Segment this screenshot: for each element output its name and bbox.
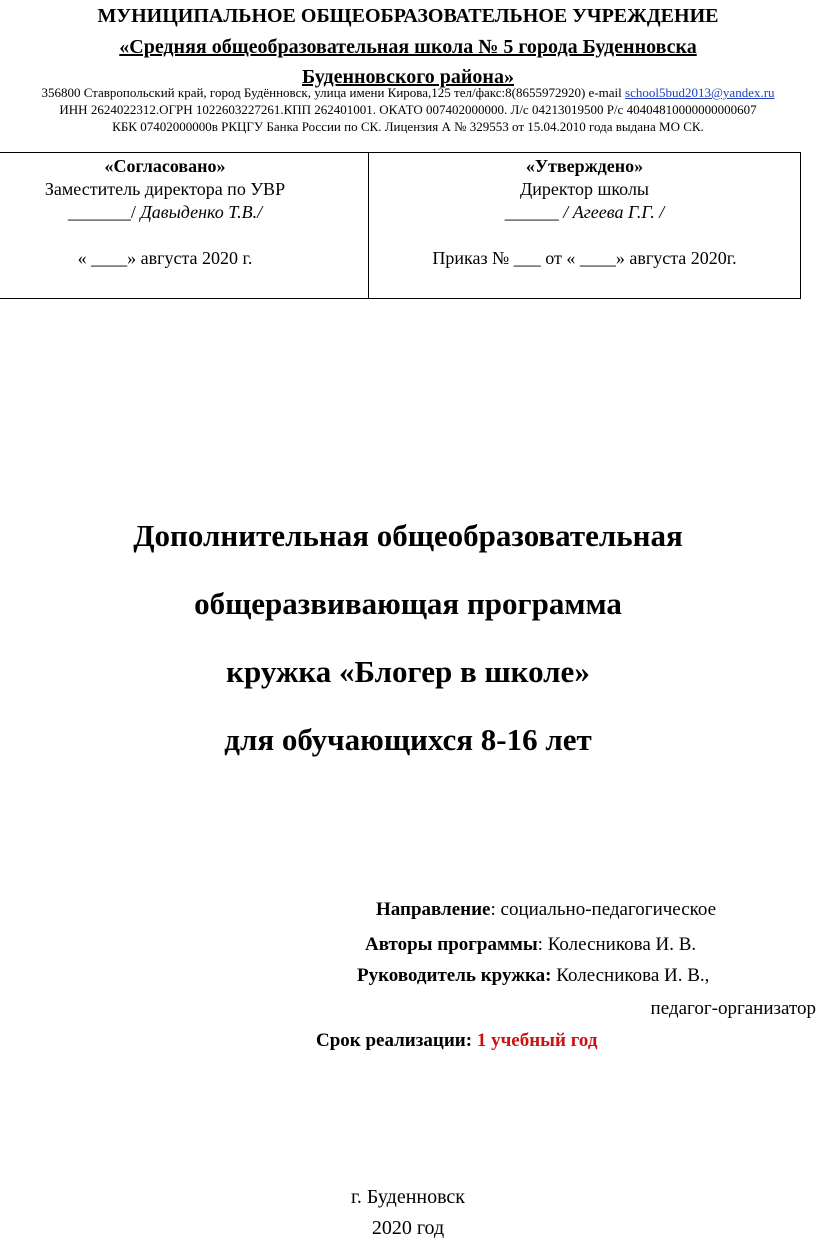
title-line-3: кружка «Блогер в школе»: [226, 654, 590, 689]
agreed-signature-blank: _______/: [67, 202, 141, 222]
approved-signature-blank: ______: [504, 202, 564, 222]
address-text: 356800 Ставропольский край, город Будённовск, улица имени Кирова,125 тел/факс:8(8655972920) e-mail: [41, 85, 626, 100]
approved-heading: «Утверждено»: [525, 156, 644, 176]
title-line-4: для обучающихся 8-16 лет: [224, 722, 592, 757]
requisites-line-2: КБК 07402000000в РКЦГУ Банка России по СК. Лицензия А № 329553 от 15.04.2010 года выдана МО СК.: [112, 119, 704, 134]
school-name-line-1: «Средняя общеобразовательная школа № 5 города Буденновска: [119, 36, 697, 58]
direction-value: : социально-педагогическое: [490, 899, 717, 920]
agreed-signature-name: Давыденко Т.В./: [140, 202, 263, 222]
title-line-2: общеразвивающая программа: [194, 586, 622, 621]
approval-approved-column: [369, 155, 800, 270]
agreed-heading: «Согласовано»: [104, 156, 226, 176]
leader-label: Руководитель кружка:: [357, 965, 552, 986]
org-type-heading: МУНИЦИПАЛЬНОЕ ОБЩЕОБРАЗОВАТЕЛЬНОЕ УЧРЕЖДЕНИЕ: [97, 5, 719, 27]
leader-row: [357, 958, 816, 993]
program-title: [0, 502, 816, 774]
term-value: 1 учебный год: [476, 1030, 598, 1051]
approval-agreed-column: [0, 155, 330, 270]
address-line: [0, 84, 816, 101]
direction-row: [376, 892, 816, 927]
footer: [0, 1182, 816, 1244]
footer-city: г. Буденновск: [350, 1186, 466, 1208]
term-label: Срок реализации:: [316, 1030, 473, 1051]
requisites-line-1: ИНН 2624022312.ОГРН 1022603227261.КПП 262401001. ОКАТО 007402000000. Л/с 04213019500 Р/с 40404810000000000607: [59, 102, 757, 117]
footer-year: 2020 год: [371, 1217, 445, 1239]
agreed-position: Заместитель директора по УВР: [44, 179, 286, 199]
school-name-line-2: Буденновского района»: [302, 66, 514, 88]
email-link[interactable]: school5bud2013@yandex.ru: [625, 85, 775, 100]
approved-position: Директор школы: [519, 179, 650, 199]
direction-label: Направление: [376, 899, 491, 920]
approved-signature-name: / Агеева Г.Г. /: [563, 202, 665, 222]
school-name-heading: [0, 32, 816, 92]
authors-label: Авторы программы: [365, 934, 538, 955]
term-row: [316, 1023, 816, 1058]
authors-row: [365, 927, 816, 962]
leader-role: педагог-организатор: [650, 998, 816, 1019]
leader-value: Колесникова И. В.,: [551, 965, 710, 986]
approval-table: [0, 152, 801, 299]
contacts-block: [0, 84, 816, 135]
agreed-signature: [0, 201, 330, 224]
title-line-1: Дополнительная общеобразовательная: [133, 518, 683, 553]
authors-value: : Колесникова И. В.: [537, 934, 697, 955]
approved-signature: [369, 201, 800, 224]
approved-order: Приказ № ___ от « ____» августа 2020г.: [432, 248, 737, 268]
agreed-date: « ____» августа 2020 г.: [77, 248, 253, 268]
